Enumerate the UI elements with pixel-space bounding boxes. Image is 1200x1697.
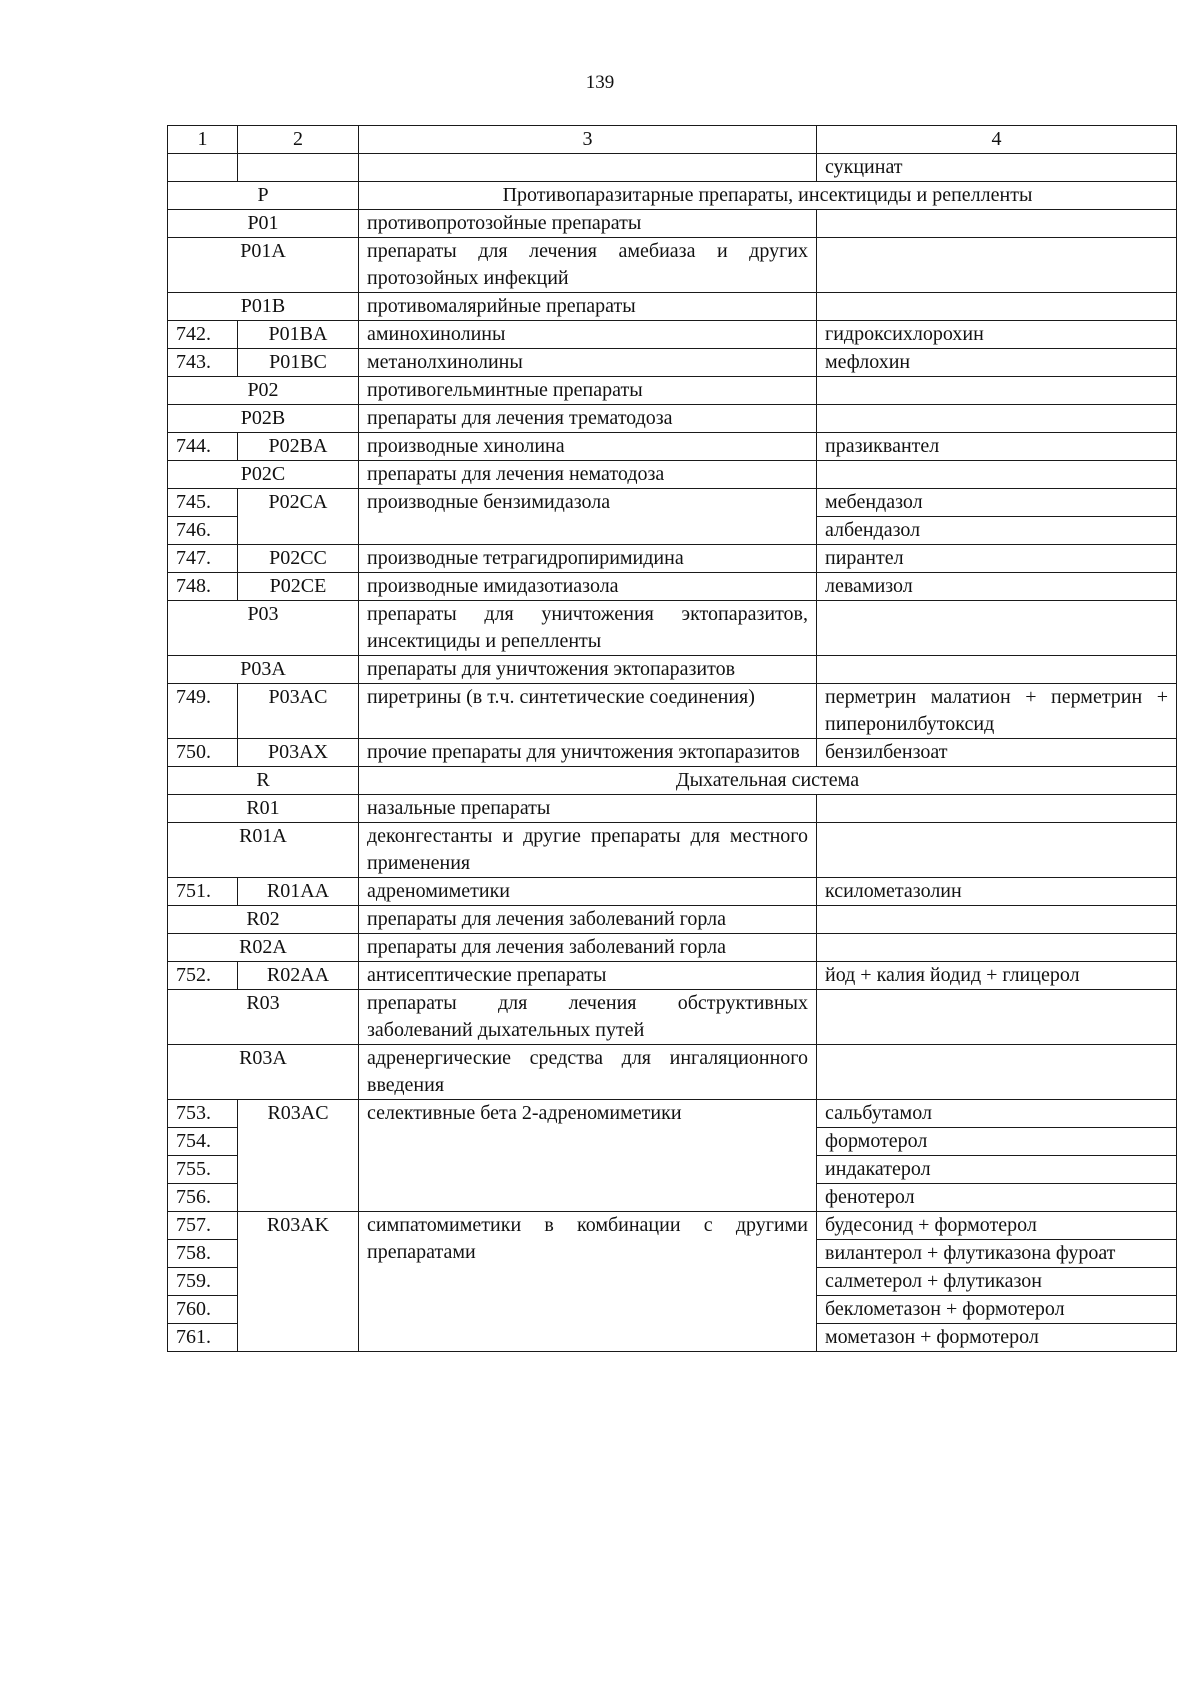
group-description: прочие препараты для уничтожения эктопаразитов	[359, 739, 817, 767]
drug-name: вилантерол + флутиказона фуроат	[817, 1240, 1177, 1268]
group-description: аминохинолины	[359, 321, 817, 349]
empty-cell	[817, 990, 1177, 1045]
row-number: 744.	[168, 433, 238, 461]
group-description: производные имидазотиазола	[359, 573, 817, 601]
group-description: препараты для лечения обструктивных заболеваний дыхательных путей	[359, 990, 817, 1045]
atc-code: P02CC	[238, 545, 359, 573]
group-description: препараты для лечения трематодоза	[359, 405, 817, 433]
empty-cell	[817, 210, 1177, 238]
atc-code: P01	[168, 210, 359, 238]
group-description: противомалярийные препараты	[359, 293, 817, 321]
table-row	[168, 1100, 1177, 1128]
table-row	[168, 545, 1177, 573]
group-row	[168, 795, 1177, 823]
empty-cell	[817, 293, 1177, 321]
empty-cell	[817, 934, 1177, 962]
group-description: производные бензимидазола	[359, 489, 817, 545]
row-number: 757.	[168, 1212, 238, 1240]
empty-cell	[238, 154, 359, 182]
table-row	[168, 684, 1177, 739]
drug-table	[167, 125, 1177, 1352]
section-title: Дыхательная система	[359, 767, 1177, 795]
section-row	[168, 767, 1177, 795]
empty-cell	[817, 823, 1177, 878]
atc-code: P02C	[168, 461, 359, 489]
drug-name: беклометазон + формотерол	[817, 1296, 1177, 1324]
section-code: R	[168, 767, 359, 795]
group-row	[168, 210, 1177, 238]
row-number: 742.	[168, 321, 238, 349]
group-row	[168, 1045, 1177, 1100]
atc-code: P01BC	[238, 349, 359, 377]
group-description: антисептические препараты	[359, 962, 817, 990]
atc-code: P03A	[168, 656, 359, 684]
empty-cell	[817, 461, 1177, 489]
section-row	[168, 182, 1177, 210]
group-row	[168, 601, 1177, 656]
atc-code: P03AC	[238, 684, 359, 739]
row-number: 746.	[168, 517, 238, 545]
header-cell: 2	[238, 126, 359, 154]
header-cell: 4	[817, 126, 1177, 154]
atc-code: P03	[168, 601, 359, 656]
group-description: симпатомиметики в комбинации с другими препаратами	[359, 1212, 817, 1352]
row-number: 761.	[168, 1324, 238, 1352]
drug-name: мебендазол	[817, 489, 1177, 517]
group-description: препараты для лечения амебиаза и других протозойных инфекций	[359, 238, 817, 293]
group-description: противогельминтные препараты	[359, 377, 817, 405]
group-description: препараты для лечения нематодоза	[359, 461, 817, 489]
atc-code: R03A	[168, 1045, 359, 1100]
empty-cell	[817, 906, 1177, 934]
drug-name: гидроксихлорохин	[817, 321, 1177, 349]
page-number: 139	[585, 72, 615, 93]
header-cell: 3	[359, 126, 817, 154]
atc-code: P02BA	[238, 433, 359, 461]
atc-code: R03AK	[238, 1212, 359, 1352]
atc-code: R01AA	[238, 878, 359, 906]
group-row	[168, 656, 1177, 684]
group-row	[168, 823, 1177, 878]
drug-name: будесонид + формотерол	[817, 1212, 1177, 1240]
drug-name: мометазон + формотерол	[817, 1324, 1177, 1352]
empty-cell	[817, 377, 1177, 405]
group-row	[168, 238, 1177, 293]
table-row	[168, 433, 1177, 461]
empty-cell	[817, 238, 1177, 293]
group-row	[168, 990, 1177, 1045]
drug-name: празиквантел	[817, 433, 1177, 461]
drug-name: формотерол	[817, 1128, 1177, 1156]
atc-code: P02CA	[238, 489, 359, 545]
atc-code: P01BA	[238, 321, 359, 349]
group-row	[168, 934, 1177, 962]
atc-code: R02	[168, 906, 359, 934]
section-code: P	[168, 182, 359, 210]
group-description: метанолхинолины	[359, 349, 817, 377]
drug-name: сукцинат	[817, 154, 1177, 182]
drug-name: йод + калия йодид + глицерол	[817, 962, 1177, 990]
section-title: Противопаразитарные препараты, инсектициды и репелленты	[359, 182, 1177, 210]
row-number: 758.	[168, 1240, 238, 1268]
empty-cell	[817, 1045, 1177, 1100]
group-row	[168, 377, 1177, 405]
group-description: препараты для уничтожения эктопаразитов, инсектициды и репелленты	[359, 601, 817, 656]
group-description: адренергические средства для ингаляционного введения	[359, 1045, 817, 1100]
group-description: назальные препараты	[359, 795, 817, 823]
drug-name: бензилбензоат	[817, 739, 1177, 767]
atc-code: R01A	[168, 823, 359, 878]
row-number: 751.	[168, 878, 238, 906]
row-number: 760.	[168, 1296, 238, 1324]
group-description: производные тетрагидропиримидина	[359, 545, 817, 573]
atc-code: P01A	[168, 238, 359, 293]
table-row	[168, 321, 1177, 349]
row-number: 752.	[168, 962, 238, 990]
drug-name: салметерол + флутиказон	[817, 1268, 1177, 1296]
table-row	[168, 573, 1177, 601]
table-row	[168, 489, 1177, 517]
table-row	[168, 962, 1177, 990]
group-row	[168, 906, 1177, 934]
group-row	[168, 405, 1177, 433]
drug-name: сальбутамол	[817, 1100, 1177, 1128]
row-number: 743.	[168, 349, 238, 377]
row-number: 754.	[168, 1128, 238, 1156]
group-description: пиретрины (в т.ч. синтетические соединения)	[359, 684, 817, 739]
empty-cell	[817, 656, 1177, 684]
row-number: 755.	[168, 1156, 238, 1184]
table-row	[168, 154, 1177, 182]
drug-name: пирантел	[817, 545, 1177, 573]
atc-code: R03	[168, 990, 359, 1045]
group-description: препараты для лечения заболеваний горла	[359, 934, 817, 962]
group-description: адреномиметики	[359, 878, 817, 906]
table-row	[168, 1212, 1177, 1240]
table-row	[168, 739, 1177, 767]
drug-name: фенотерол	[817, 1184, 1177, 1212]
drug-name: левамизол	[817, 573, 1177, 601]
group-description: селективные бета 2-адреномиметики	[359, 1100, 817, 1212]
row-number: 745.	[168, 489, 238, 517]
drug-name: албендазол	[817, 517, 1177, 545]
group-row	[168, 461, 1177, 489]
atc-code: P02	[168, 377, 359, 405]
empty-cell	[817, 405, 1177, 433]
group-description: деконгестанты и другие препараты для местного применения	[359, 823, 817, 878]
group-description: препараты для лечения заболеваний горла	[359, 906, 817, 934]
row-number: 750.	[168, 739, 238, 767]
atc-code: R01	[168, 795, 359, 823]
row-number: 753.	[168, 1100, 238, 1128]
group-description: противопротозойные препараты	[359, 210, 817, 238]
empty-cell	[359, 154, 817, 182]
table-row	[168, 878, 1177, 906]
atc-code: R03AC	[238, 1100, 359, 1212]
atc-code: P01B	[168, 293, 359, 321]
row-number: 759.	[168, 1268, 238, 1296]
group-row	[168, 293, 1177, 321]
table-row	[168, 349, 1177, 377]
row-number: 756.	[168, 1184, 238, 1212]
row-number: 749.	[168, 684, 238, 739]
group-description: препараты для уничтожения эктопаразитов	[359, 656, 817, 684]
row-number: 748.	[168, 573, 238, 601]
atc-code: P02CE	[238, 573, 359, 601]
atc-code: P02B	[168, 405, 359, 433]
header-cell: 1	[168, 126, 238, 154]
empty-cell	[168, 154, 238, 182]
drug-name: ксилометазолин	[817, 878, 1177, 906]
drug-name: индакатерол	[817, 1156, 1177, 1184]
row-number: 747.	[168, 545, 238, 573]
atc-code: R02AA	[238, 962, 359, 990]
group-description: производные хинолина	[359, 433, 817, 461]
drug-name: перметрин малатион + перметрин + пиперонилбутоксид	[817, 684, 1177, 739]
drug-name: мефлохин	[817, 349, 1177, 377]
empty-cell	[817, 795, 1177, 823]
empty-cell	[817, 601, 1177, 656]
table-header-row	[168, 126, 1177, 154]
atc-code: R02A	[168, 934, 359, 962]
atc-code: P03AX	[238, 739, 359, 767]
